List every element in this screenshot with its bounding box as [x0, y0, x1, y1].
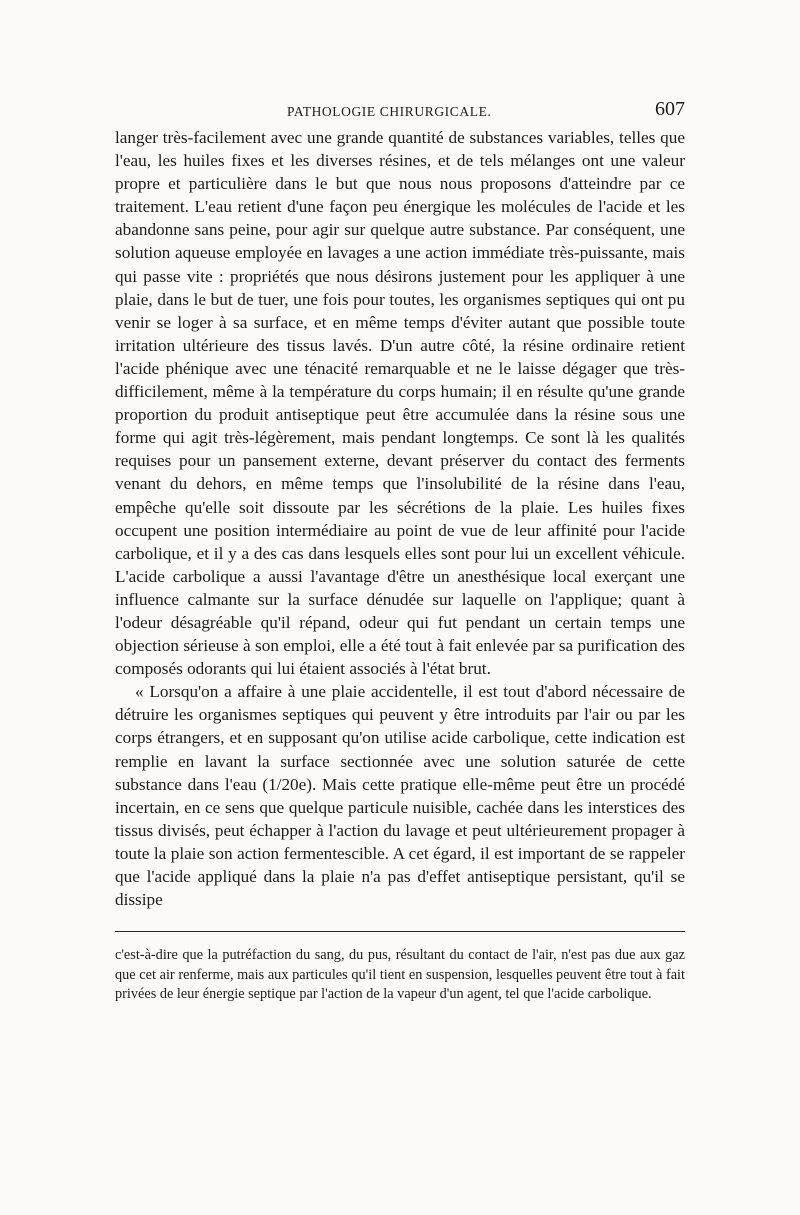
running-title: PATHOLOGIE CHIRURGICALE. [287, 104, 492, 119]
body-text [115, 126, 685, 911]
book-page [115, 92, 685, 1019]
page-header [115, 92, 685, 126]
page-number: 607 [655, 98, 685, 120]
paragraph-2: « Lorsqu'on a affaire à une plaie accidentelle, il est tout d'abord nécessaire de détruire les organismes septiques qui peuvent y être introduits par l'air ou par les corps étrangers, et en supposant qu'on utilise acide carbolique, cette indication est remplie en lavant la surface sectionnée avec une solution saturée de cette substance dans l'eau (1/20e). Mais cette pratique elle-même peut être un procédé incertain, en ce sens que quelque particule nuisible, cachée dans les interstices des tissus divisés, peut échapper à l'action du lavage et peut ultérieurement propager à toute la plaie son action fermentescible. A cet égard, il est important de se rappeler que l'acide appliqué dans la plaie n'a pas d'effet antiseptique persistant, qu'il se dissipe [115, 682, 685, 910]
footnote: c'est-à-dire que la putréfaction du sang, du pus, résultant du contact de l'air, n'est pas due aux gaz que cet air renferme, mais aux particules qu'il tient en suspension, lesquelles peuvent être tout à fait privées de leur énergie septique par l'action de la vapeur d'un agent, tel que l'acide carbolique. [115, 947, 685, 1003]
paragraph-1: langer très-facilement avec une grande quantité de substances variables, telles que l'eau, les huiles fixes et les diverses résines, et de tels mélanges ont une valeur propre et particulière dans le but que nous nous proposons d'atteindre par ce traitement. L'eau retient d'une façon peu énergique les molécules de l'acide et les abandonne sans peine, pour agir sur quelque autre substance. Par conséquent, une solution aqueuse employée en lavages a une action immédiate très-puissante, mais qui passe vite : propriétés que nous désirons justement pour les appliquer à une plaie, dans le but de tuer, une fois pour toutes, les organismes septiques qui ont pu venir se loger à sa surface, et en même temps d'éviter autant que possible toute irritation ultérieure des tissus lavés. D'un autre côté, la résine ordinaire retient l'acide phénique avec une ténacité remarquable et ne le laisse dégager que très-difficilement, même à la température du corps humain; il en résulte qu'une grande proportion du produit antiseptique peut être accumulée dans la résine sous une forme qui agit très-légèrement, mais pendant longtemps. Ce sont là les qualités requises pour un pansement externe, devant préserver du contact des ferments venant du dehors, en même temps que l'insolubilité de la résine dans l'eau, empêche qu'elle soit dissoute par les sécrétions de la plaie. Les huiles fixes occupent une position intermédiaire au point de vue de leur affinité pour l'acide carbolique, et il y a des cas dans lesquels elles sont pour lui un excellent véhicule. L'acide carbolique a aussi l'avantage d'être un anesthésique local exerçant une influence calmante sur la surface dénudée sur laquelle on l'applique; quant à l'odeur désagréable qu'il répand, odeur qui fut pendant un certain temps une objection sérieuse à son emploi, elle a été tout à fait enlevée par sa purification des composés odorants qui lui étaient associés à l'état brut. [115, 128, 685, 679]
footnote-separator [115, 931, 685, 932]
